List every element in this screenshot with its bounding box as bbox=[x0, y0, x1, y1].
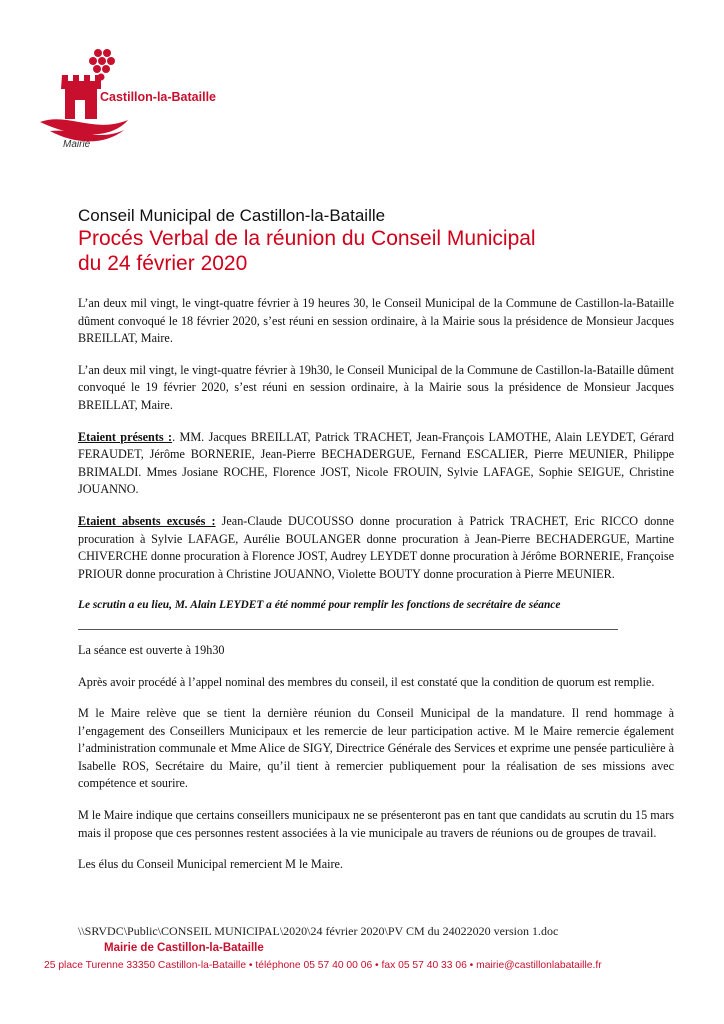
intro-paragraph-2: L’an deux mil vingt, le vingt-quatre février à 19h30, le Conseil Municipal de la Commune de Castillon-la-Bataille dûment convoqué le 19 février 2020, s’est réuni en session ordinaire, à la Mairie sous la présidence de Monsieur Jacques BREILLAT, Maire. bbox=[78, 362, 674, 412]
seance-paragraph: La séance est ouverte à 19h30 bbox=[78, 642, 225, 657]
logo-subtitle: Mairie bbox=[63, 139, 91, 150]
present-list: . MM. Jacques BREILLAT, Patrick TRACHET, Jean-François LAMOTHE, Alain LEYDET, Gérard FERAUDET, Jérôme BORNERIE, Jean-Pierre BECHADERGUE, Fernand ESCALIER, Pierre MEUNIER, Philippe BRIMALDI. Mmes Josiane ROCHE, Florence JOST, Nicole FROUIN, Sylvie LAFAGE, Sophie SEIGUE, Christine JOUANNO. bbox=[78, 429, 674, 497]
scrutin-paragraph: Le scrutin a eu lieu, M. Alain LEYDET a été nommé pour remplir les fonctions de secrétaire de séance bbox=[78, 599, 561, 612]
maire-paragraph-1: M le Maire relève que se tient la dernière réunion du Conseil Municipal de la mandature. Il rend hommage à l’engagement des Conseillers Municipaux et les remercie de leur participation active. M le Maire remercie également l’administration communale et Mme Alice de SIGY, Directrice Générale des Services et exprime une pensée particulière à Isabelle ROS, Secrétaire du Maire, qu’il tient à remercier publiquement pour la réalisation de ses missions avec compétence et sourire. bbox=[78, 706, 674, 791]
footer-title: Mairie de Castillon-la-Bataille bbox=[104, 942, 264, 954]
absent-list: Jean-Claude DUCOUSSO donne procuration à Patrick TRACHET, Eric RICCO donne procuration à Sylvie LAFAGE, Aurélie BOULANGER donne procuration à Jean-Pierre BECHADERGUE, Martine CHIVERCHE donne procuration à Florence JOST, Audrey LEYDET donne procuration à Jérôme BORNERIE, Françoise PRIOUR donne procuration à Christine JOUANNO, Violette BOUTY donne procuration à Pierre MEUNIER. bbox=[78, 513, 674, 581]
logo-town-name: Castillon-la-Bataille bbox=[100, 90, 216, 104]
present-label: Etaient présents : bbox=[78, 429, 173, 444]
elus-paragraph: Les élus du Conseil Municipal remercient M le Maire. bbox=[78, 857, 344, 872]
footer-address: 25 place Turenne 33350 Castillon-la-Bataille • téléphone 05 57 40 00 06 • fax 05 57 40 33 06 • mairie@castillonlabataille.fr bbox=[44, 960, 602, 971]
document-body bbox=[78, 295, 674, 888]
present-paragraph bbox=[78, 429, 674, 499]
divider bbox=[78, 629, 618, 630]
maire-paragraph-2: M le Maire indique que certains conseillers municipaux ne se présenteront pas en tant que candidats au scrutin du 15 mars mais il propose que ces personnes restent associées à la vie municipale au travers de réunions ou de groupes de travail. bbox=[78, 808, 674, 840]
document-date: du 24 février 2020 bbox=[78, 252, 248, 275]
file-reference: \\SRVDC\Public\CONSEIL MUNICIPAL\2020\24 février 2020\PV CM du 24022020 version 1.doc bbox=[78, 924, 559, 938]
council-name: Conseil Municipal de Castillon-la-Bataille bbox=[78, 206, 386, 225]
absent-label: Etaient absents excusés : bbox=[78, 513, 216, 528]
absent-paragraph bbox=[78, 513, 674, 583]
appel-paragraph: Après avoir procédé à l’appel nominal des membres du conseil, il est constaté que la condition de quorum est remplie. bbox=[78, 674, 655, 689]
intro-paragraph-1: L’an deux mil vingt, le vingt-quatre février à 19 heures 30, le Conseil Municipal de la Commune de Castillon-la-Bataille dûment convoqué le 18 février 2020, s’est réuni en session ordinaire, à la Mairie sous la présidence de Monsieur Jacques BREILLAT, Maire. bbox=[78, 296, 674, 346]
document-heading bbox=[78, 205, 678, 276]
document-title: Procés Verbal de la réunion du Conseil Municipal bbox=[78, 227, 536, 250]
